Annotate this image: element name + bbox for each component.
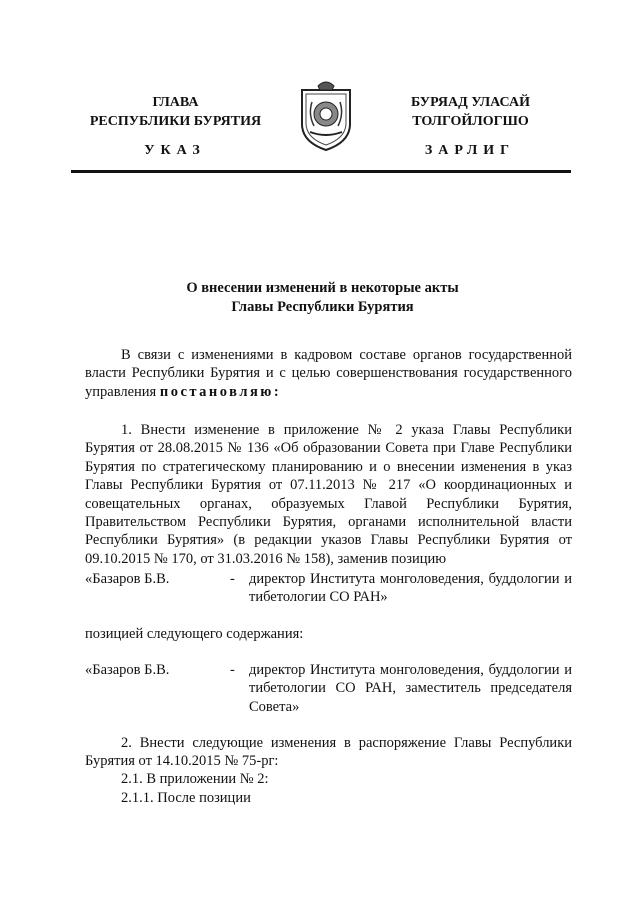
- decree-word: постановляю:: [159, 383, 282, 400]
- header-right-title: [378, 93, 563, 131]
- new-position-name: «Базаров Б.В.: [85, 662, 170, 678]
- coat-of-arms-icon: [296, 76, 356, 152]
- header-left-title: [78, 93, 273, 131]
- header-right-line2: ТОЛГОЙЛОГШО: [412, 114, 529, 129]
- intro-text: В связи с изменениями в кадровом составе органов государственной власти Республики Бурятия и с целью совершенствования государственного управления: [85, 347, 572, 400]
- old-position-name: «Базаров Б.В.: [85, 571, 170, 587]
- new-position-description: директор Института монголоведения, буддологии и тибетологии СО РАН, заместитель председателя Совета»: [249, 662, 572, 715]
- new-position-dash: -: [230, 662, 235, 678]
- old-position-description: директор Института монголоведения, буддологии и тибетологии СО РАН»: [249, 571, 572, 606]
- doc-type-right: ЗАРЛИГ: [424, 143, 516, 158]
- header-divider: [71, 170, 571, 173]
- document-title: [70, 279, 575, 317]
- item1-paragraph: 1. Внести изменение в приложение № 2 указа Главы Республики Бурятия от 28.08.2015 № 136 «Об образовании Совета при Главе Республики Бурятия по стратегическому планированию и о внесении изменения в указ Главы Республики Бурятия от 07.11.2013 № 217 «О координационных и совещательных органах, образуемых Главой Республики Бурятия, Правительством Республики Бурятия, органами исполнительной власти Республики Бурятия» (в редакции указов Главы Республики Бурятия от 09.10.2015 № 170, от 31.03.2016 № 158), заменив позицию: [85, 422, 572, 567]
- intro-paragraph: [85, 346, 572, 401]
- item2-1-1: 2.1.1. После позиции: [121, 790, 251, 806]
- item2-1: 2.1. В приложении № 2:: [121, 771, 269, 787]
- item2-paragraph: 2. Внести следующие изменения в распоряжение Главы Республики Бурятия от 14.10.2015 № 75-рг:: [85, 735, 572, 770]
- header-left-line2: РЕСПУБЛИКИ БУРЯТИЯ: [89, 114, 262, 129]
- title-line2: Главы Республики Бурятия: [231, 299, 414, 315]
- header-left-line1: ГЛАВА: [152, 95, 199, 110]
- title-line1: О внесении изменений в некоторые акты: [186, 280, 459, 296]
- doc-type-left: УКАЗ: [144, 143, 206, 158]
- old-position-dash: -: [230, 571, 235, 587]
- header-right-line1: БУРЯАД УЛАСАЙ: [411, 95, 530, 110]
- replace-phrase: позицией следующего содержания:: [85, 626, 304, 642]
